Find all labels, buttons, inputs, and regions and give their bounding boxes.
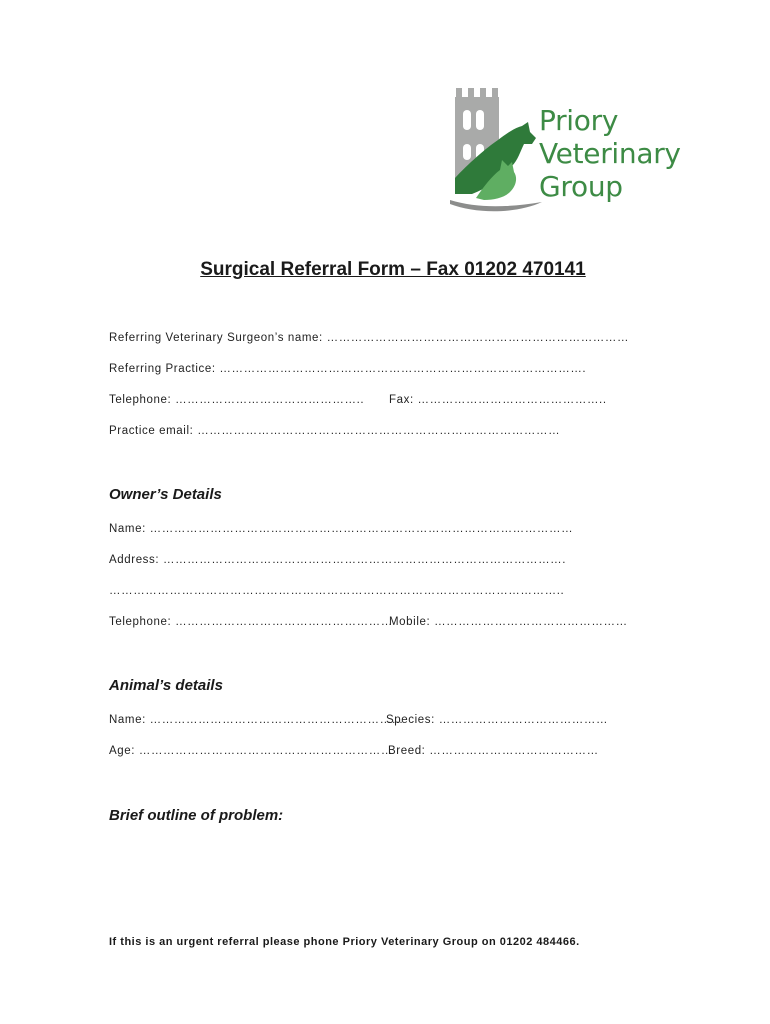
owner-mobile-field[interactable]: Mobile: ………………………………………… xyxy=(389,616,628,628)
church-tower-animal-emblem xyxy=(446,82,546,214)
animal-details-heading: Animal’s details xyxy=(109,677,223,694)
logo-word-veterinary: Veterinary xyxy=(539,137,681,170)
animal-age-field[interactable]: Age: ……………………………………………………… xyxy=(109,745,393,757)
logo-word-priory: Priory xyxy=(539,104,619,137)
form-title: Surgical Referral Form – Fax 01202 470141 xyxy=(200,259,586,280)
practice-email-field[interactable]: Practice email: ……………………………………………………………………………… xyxy=(109,425,561,437)
priory-veterinary-group-logo xyxy=(446,82,686,214)
animal-name-field[interactable]: Name: ……………………………………………………… xyxy=(109,714,404,726)
owner-name-field[interactable]: Name: …………………………………………………………………………………………… xyxy=(109,523,574,535)
owner-telephone-field[interactable]: Telephone: ……………………………………………… xyxy=(109,616,393,628)
owner-details-heading: Owner’s Details xyxy=(109,486,222,503)
referral-telephone-field[interactable]: Telephone: ……………………………………….. xyxy=(109,394,365,406)
animal-breed-field[interactable]: Breed: …………………………………… xyxy=(388,745,599,757)
referring-surgeon-field[interactable]: Referring Veterinary Surgeon’s name: ………………………………………………………………… xyxy=(109,332,630,344)
logo-word-group: Group xyxy=(539,170,623,203)
referring-practice-field[interactable]: Referring Practice: ………………………………………………………………………………. xyxy=(109,363,587,375)
owner-address-field[interactable]: Address: ………………………………………………………………………………………. xyxy=(109,554,567,566)
problem-outline-heading: Brief outline of problem: xyxy=(109,807,284,824)
animal-species-field[interactable]: Species: …………………………………… xyxy=(386,714,609,726)
referral-fax-field[interactable]: Fax: ……………………………………….. xyxy=(389,394,607,406)
owner-address-line2-field[interactable]: ………………………………………………………………………………………………….. xyxy=(109,585,565,597)
urgent-referral-note: If this is an urgent referral please phone Priory Veterinary Group on 01202 484466. xyxy=(109,936,580,948)
logo-wordmark xyxy=(539,104,681,203)
